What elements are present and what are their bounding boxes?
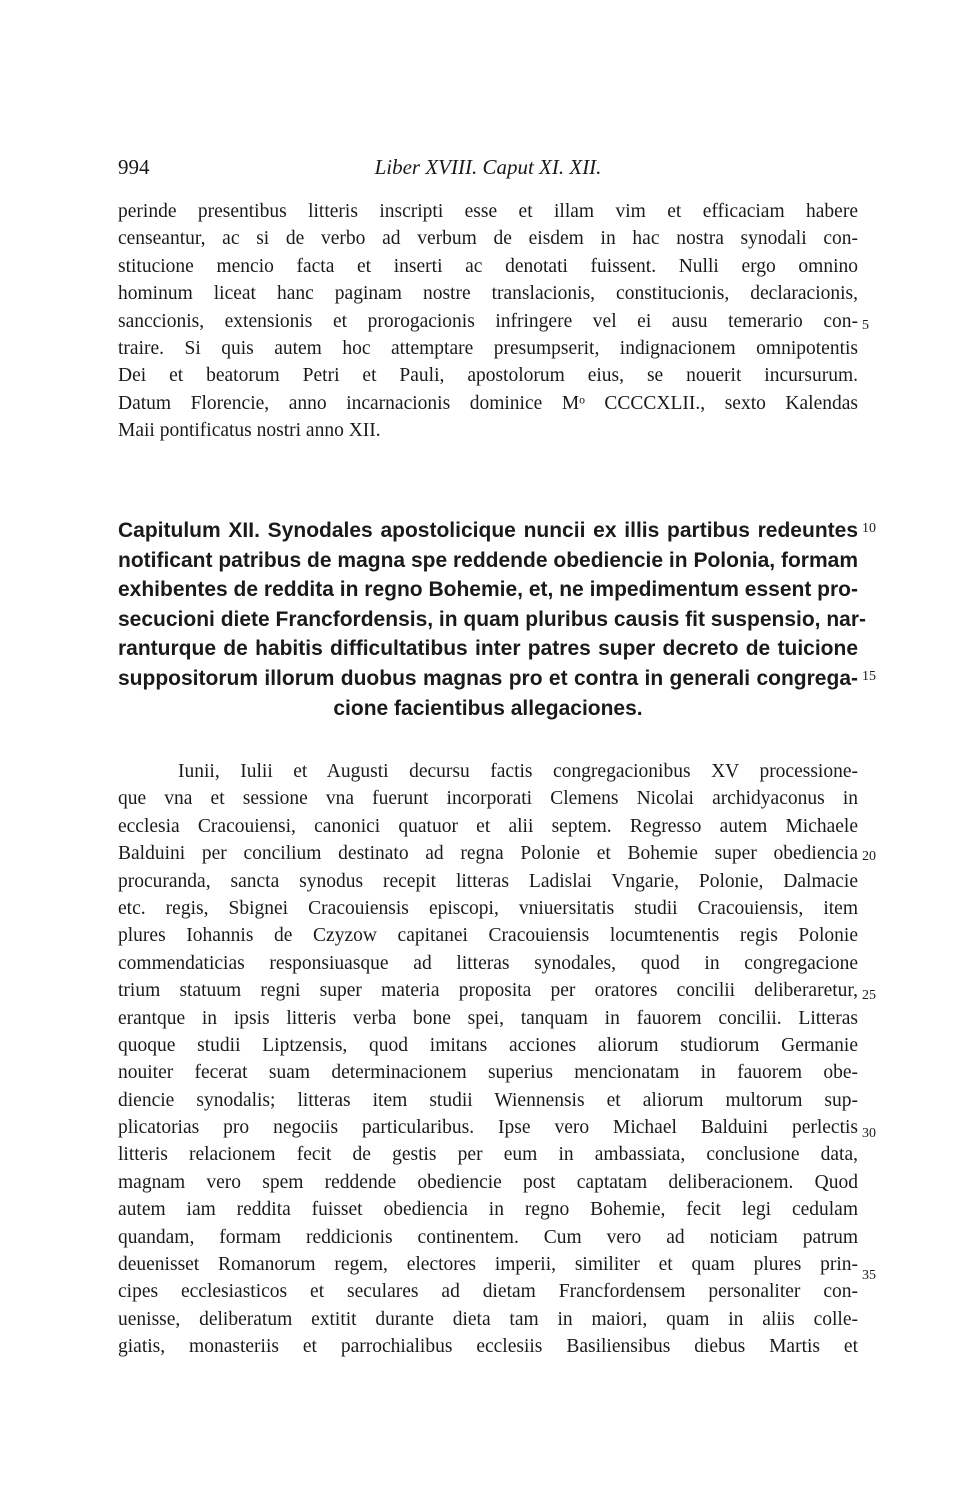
line-number: 5 [862, 318, 869, 333]
text-line: quoque studii Liptzensis, quod imitans acciones aliorum studiorum Germanie [118, 1034, 858, 1056]
text-line: hominum liceat hanc paginam nostre translacionis, constitucionis, declaracionis, [118, 283, 858, 305]
page-number: 994 [118, 155, 150, 179]
text-line: plures Iohannis de Czyzow capitanei Cracouiensis locumtenentis regis Polonie [118, 925, 858, 947]
text-line: Datum Florencie, anno incarnacionis dominice Mᵒ CCCCXLII., sexto Kalendas [118, 392, 858, 414]
heading-line: suppositorum illorum duobus magnas pro et contra in generali congrega- [118, 666, 858, 690]
line-number: 25 [862, 988, 876, 1003]
heading-line: cione facientibus allegaciones. [333, 696, 643, 720]
text-line: magnam vero spem reddende obediencie post captatam deliberacionem. Quod [118, 1171, 858, 1193]
text-line: erantque in ipsis litteris verba bone spei, tanquam in fauorem concilii. Litteras [118, 1007, 858, 1029]
text-line: diencie synodalis; litteras item studii Wiennensis et aliorum multorum sup- [118, 1089, 858, 1111]
text-line: Dei et beatorum Petri et Pauli, apostolorum eius, se nouerit incursurum. [118, 365, 858, 387]
text-line: stitucione mencio facta et inserti ac denotati fuissent. Nulli ergo omnino [118, 255, 858, 277]
text-line: censeantur, ac si de verbo ad verbum de eisdem in hac nostra synodali con- [118, 228, 858, 250]
text-line: perinde presentibus litteris inscripti esse et illam vim et efficaciam habere [118, 201, 858, 222]
text-line: giatis, monasteriis et parrochialibus ecclesiis Basiliensibus diebus Martis et [118, 1336, 858, 1358]
text-line: deuenisset Romanorum regem, electores imperii, similiter et quam plures prin- [118, 1254, 858, 1276]
text-line: autem iam reddita fuisset obediencia in regno Bohemie, fecit legi cedulam [118, 1199, 858, 1221]
paragraph-1 [118, 198, 858, 445]
text-line: Iunii, Iulii et Augusti decursu factis congregacionibus XV processione- [178, 761, 858, 782]
line-number: 15 [862, 669, 876, 684]
chapter-heading [118, 516, 867, 723]
line-number: 10 [862, 521, 876, 536]
text-line: Maii pontificatus nostri anno XII. [118, 420, 381, 442]
text-line: Balduini per concilium destinato ad regna Polonie et Bohemie super obediencia [118, 843, 858, 865]
heading-line: secucioni diete Francfordensis, in quam pluribus causis fit suspensio, nar- [118, 607, 867, 631]
heading-line: exhibentes de reddita in regno Bohemie, et, ne impedimentum essent pro- [118, 578, 858, 602]
line-number: 35 [862, 1268, 876, 1283]
heading-line: ranturque de habitis difficultatibus inter patres super decreto de tuicione [118, 637, 858, 661]
text-line: cipes ecclesiasticos et seculares ad dietam Francfordensem personaliter con- [118, 1281, 858, 1303]
text-line: quandam, formam reddicionis continentem. Cum vero ad noticiam patrum [118, 1226, 858, 1248]
text-line: procuranda, sancta synodus recepit litteras Ladislai Vngarie, Polonie, Dalmacie [118, 870, 858, 892]
page-header [118, 155, 858, 189]
text-line: nouiter fecerat suam determinacionem superius mencionatam in fauorem obe- [118, 1062, 858, 1084]
text-line: etc. regis, Sbignei Cracouiensis episcopi, vniuersitatis studii Cracouiensis, item [118, 897, 858, 919]
heading-line: Capitulum XII. Synodales apostolicique nuncii ex illis partibus redeuntes [118, 519, 858, 542]
text-line: trium statuum regni super materia proposita per oratores concilii deliberaretur, [118, 980, 858, 1002]
text-line: plicatorias pro negociis particularibus. Ipse vero Michael Balduini perlectis [118, 1117, 858, 1139]
paragraph-2 [118, 758, 858, 1361]
line-number: 30 [862, 1126, 876, 1141]
text-line: traire. Si quis autem hoc attemptare presumpserit, indignacionem omnipotentis [118, 337, 858, 359]
text-line: litteris relacionem fecit de gestis per eum in ambassiata, conclusione data, [118, 1144, 858, 1166]
heading-line: notificant patribus de magna spe reddende obediencie in Polonia, formam [118, 548, 858, 572]
text-line: commendaticias responsiuasque ad litteras synodales, quod in congregacione [118, 952, 858, 974]
text-line: que vna et sessione vna fuerunt incorporati Clemens Nicolai archidyaconus in [118, 788, 858, 810]
line-number: 20 [862, 849, 876, 864]
text-line: ecclesia Cracouiensi, canonici quatuor et alii septem. Regresso autem Michaele [118, 815, 858, 837]
text-line: uenisse, deliberatum extitit durante dieta tam in maiori, quam in aliis colle- [118, 1308, 858, 1330]
text-line: sanccionis, extensionis et prorogacionis infringere vel ei ausu temerario con- [118, 310, 858, 332]
running-title: Liber XVIII. Caput XI. XII. [374, 155, 602, 179]
